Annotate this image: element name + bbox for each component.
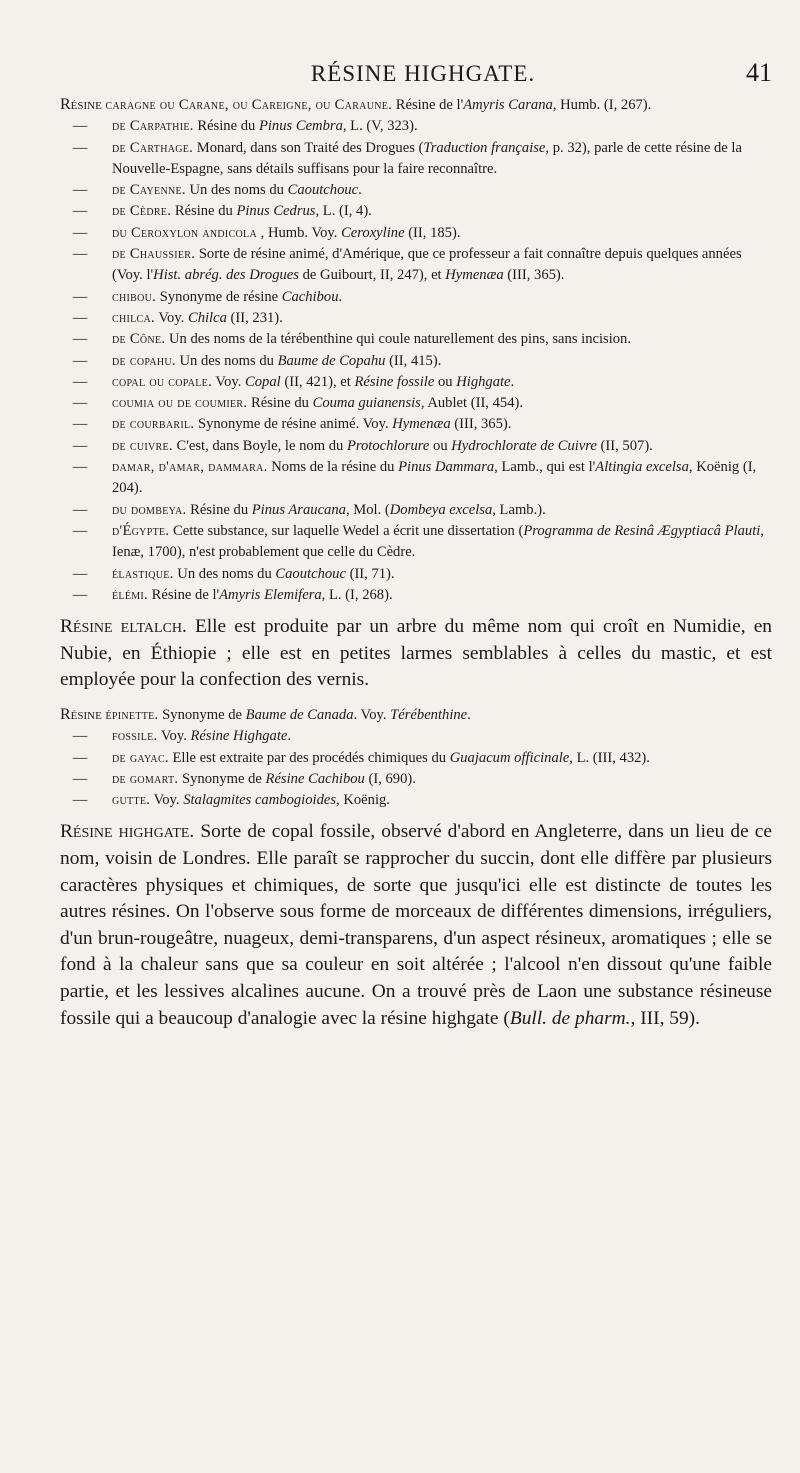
dash-mark: —: [72, 749, 88, 766]
entry-line: [60, 329, 772, 350]
entry-italic: Résine Highgate: [190, 728, 288, 745]
entry-text: Un des noms du: [175, 352, 278, 369]
entry-italic: Cachibou: [281, 288, 339, 305]
entry-rest: .: [510, 373, 515, 390]
entry-rest: de Guibourt, II, 247), et: [298, 267, 446, 284]
entry-text: Résine du: [247, 395, 313, 412]
entry-rest: , p. 32), parle de cette résine de la Nouvelle-Espagne, sans détails suffisans pour la faire reconnaître.: [112, 139, 742, 177]
entry-italic: Hydrochlorate de Cuivre: [451, 437, 597, 454]
entry-italic: Chilca: [187, 309, 227, 326]
entry-italic: Programma de Resinâ Ægyptiacâ Plauti: [523, 522, 761, 539]
entry-head: élémi.: [112, 586, 148, 603]
entry-rest: , Koënig.: [336, 792, 390, 809]
page-title: RÉSINE HIGHGATE.: [310, 61, 536, 86]
entry-rest: , Ienæ, 1700), n'est probablement que celle du Cèdre.: [112, 522, 764, 561]
entry-text: Un des noms du: [173, 565, 276, 582]
entry-text: , Humb. Voy.: [257, 224, 342, 241]
dash-mark: —: [72, 792, 88, 809]
entry-italic: Altingia excelsa: [595, 459, 689, 476]
entry-head: du Ceroxylon andicola: [112, 224, 257, 241]
entry-text: Résine du: [193, 118, 259, 135]
citation-ref: , III, 59).: [630, 1007, 700, 1029]
dash-mark: —: [72, 395, 88, 412]
entry-text: Sorte de copal fossile, observé d'abord en Angleterre, dans un lieu de ce nom, voisin de Londres. Elle paraît se rapprocher du succin, dont elle diffère par plusieurs caractères physiques et chimiques, de sorte que jusqu'ici elle est distincte de toutes les autres résines. On l'observe sous forme de morceaux de différentes dimensions, irréguliers, d'un brun-rougeâtre, nuageux, demi-transparens, d'un aspect résineux, aromatiques ; elle se fond à la chaleur sans que sa couleur en soit altérée ; l'alcool n'en dissout qu'une faible partie, et les lessives alcalines aucune. On a trouvé près de Laon une substance résineuse fossile qui a beaucoup d'analogie avec la résine highgate (: [60, 821, 772, 1029]
entry-line: [60, 393, 772, 414]
entry-italic: Ceroxyline: [341, 224, 405, 241]
entry-line: [60, 201, 772, 222]
entry-line: [60, 726, 772, 747]
entry-lead: Résine: [60, 96, 102, 113]
entry-rest: .: [338, 288, 343, 305]
entry-italic: Highgate: [456, 373, 511, 390]
entry-rest: (II, 507).: [596, 437, 653, 454]
entry-head: du dombeya.: [112, 501, 187, 518]
entry-text: Un des noms de la térébenthine qui coule naturellement des pins, sans incision.: [165, 331, 632, 348]
entry-head: épinette.: [105, 706, 159, 723]
running-header: [60, 58, 772, 94]
entry-rest: , Mol. (: [345, 501, 390, 518]
entry-text: C'est, dans Boyle, le nom du: [172, 437, 347, 454]
entry-italic: Pinus Cedrus: [236, 203, 316, 220]
entry-italic: Pinus Cembra: [258, 118, 343, 135]
entry-head: fossile.: [112, 728, 158, 745]
entry-line: [60, 704, 772, 726]
entry-text: Synonyme de: [158, 706, 246, 723]
entry-head: de Cayenne.: [112, 182, 186, 199]
entry-rest: , L. (I, 268).: [321, 586, 393, 603]
entry-rest: (II, 71).: [345, 565, 395, 582]
entry-rest: (I, 690).: [364, 770, 416, 787]
entry-head: de gayac.: [112, 749, 169, 766]
entry-text: Résine de l': [392, 97, 464, 113]
entry-text: Voy.: [157, 728, 191, 745]
dash-mark: —: [72, 565, 88, 582]
entry-rest: , Humb. (I, 267).: [552, 97, 652, 113]
entry-line: [60, 748, 772, 769]
entry-text: Synonyme de résine animé. Voy.: [194, 416, 393, 433]
entry-italic: Amyris Carana: [463, 97, 553, 113]
dash-mark: —: [72, 118, 88, 135]
dash-mark: —: [72, 331, 88, 348]
entry-head: coumia ou de coumier.: [112, 395, 248, 412]
entry-text: Voy.: [212, 373, 246, 390]
entry-italic: Hist. abrég. des Drogues: [153, 267, 299, 284]
entry-head: chibou.: [112, 288, 157, 305]
entry-head: d'Égypte.: [112, 522, 170, 539]
entry-head: de Carpathie.: [112, 118, 194, 135]
entry-line: [60, 564, 772, 585]
entry-text: Monard, dans son Traité des Drogues (: [193, 139, 424, 156]
entry-rest: , L. (III, 432).: [569, 749, 650, 766]
entry-head: élastique.: [112, 565, 174, 582]
entry-head: de gomart.: [112, 770, 179, 787]
entry-head: de Cône.: [112, 331, 166, 348]
entry-rest: (II, 421), et: [280, 373, 355, 390]
entry-text: Résine du: [171, 203, 237, 220]
entry-rest: ou: [429, 437, 452, 454]
dash-mark: —: [72, 728, 88, 745]
entry-text: Elle est produite par un arbre du même nom qui croît en Numidie, en Nubie, en Éthiopie ; elle est en petites larmes semblables à celles du mastic, et est employée pour la confection des vernis.: [60, 616, 772, 691]
entry-head: de cuivre.: [112, 437, 173, 454]
entry-line: [60, 500, 772, 521]
dash-mark: —: [72, 182, 88, 199]
entry-line: [60, 223, 772, 244]
entry-head: damar, d'amar, dammara.: [112, 459, 268, 476]
dash-mark: —: [72, 373, 88, 390]
entry-list-2: [60, 704, 772, 811]
entry-italic: Copal: [245, 373, 281, 390]
entry-italic: Résine Cachibou: [265, 770, 365, 787]
dash-mark: —: [72, 437, 88, 454]
entry-italic: Guajacum officinale: [449, 749, 570, 766]
entry-italic: Couma guianensis: [312, 395, 421, 412]
entry-head: caragne ou Carane, ou Careigne, ou Caraune.: [105, 97, 393, 113]
entry-line: [60, 372, 772, 393]
dash-mark: —: [72, 309, 88, 326]
entry-italic: Baume de Copahu: [277, 352, 386, 369]
entry-line: [60, 94, 772, 116]
entry-line: [60, 769, 772, 790]
entry-rest: (II, 185).: [404, 224, 461, 241]
entry-line: [60, 308, 772, 329]
dash-mark: —: [72, 139, 88, 156]
entry-text: Cette substance, sur laquelle Wedel a écrit une dissertation (: [169, 522, 524, 539]
entry-lead: Résine highgate.: [60, 821, 195, 843]
entry-rest: , Aublet (II, 454).: [420, 395, 523, 412]
entry-paragraph-eltalch: [60, 614, 772, 694]
dash-mark: —: [72, 352, 88, 369]
entry-text: Synonyme de résine: [156, 288, 282, 305]
entry-line: [60, 244, 772, 287]
entry-italic: Pinus Dammara: [398, 459, 495, 476]
citation-title: Bull. de pharm.: [509, 1007, 631, 1029]
entry-text: Résine du: [186, 501, 252, 518]
dash-mark: —: [72, 203, 88, 220]
entry-text: Synonyme de: [178, 770, 266, 787]
entry-list-1: [60, 94, 772, 606]
entry-rest: , Koënig (I, 204).: [112, 459, 757, 497]
entry-rest: , Lamb.).: [492, 501, 546, 518]
entry-rest: , Lamb., qui est l': [494, 459, 596, 476]
entry-rest: (III, 365).: [450, 416, 512, 433]
entry-line: [60, 287, 772, 308]
entry-head: gutte.: [112, 792, 151, 809]
entry-line: [60, 521, 772, 564]
dash-mark: —: [72, 288, 88, 305]
entry-line: [60, 790, 772, 811]
entry-head: de Cèdre.: [112, 203, 172, 220]
dash-mark: —: [72, 459, 88, 476]
entry-rest: ou: [434, 373, 457, 390]
entry-head: de Chaussier.: [112, 246, 196, 263]
entry-text: Un des noms du: [185, 182, 288, 199]
entry-italic: Caoutchouc: [287, 182, 359, 199]
entry-head: chilca.: [112, 309, 155, 326]
dash-mark: —: [72, 224, 88, 241]
entry-text: Voy.: [150, 792, 184, 809]
entry-lead: Résine eltalch.: [60, 616, 187, 638]
entry-text: Résine de l': [148, 586, 220, 603]
entry-line: [60, 457, 772, 500]
entry-head: de Carthage.: [112, 139, 194, 156]
entry-italic: Traduction française: [423, 139, 546, 156]
entry-rest: .: [358, 182, 362, 199]
entry-lead: Résine: [60, 705, 102, 723]
dash-mark: —: [72, 416, 88, 433]
entry-line: [60, 436, 772, 457]
entry-line: [60, 138, 772, 181]
dash-mark: —: [72, 770, 88, 787]
entry-line: [60, 585, 772, 606]
entry-italic: Stalagmites cambogioides: [183, 792, 337, 809]
entry-line: [60, 414, 772, 435]
entry-italic: Térébenthine: [390, 706, 468, 723]
entry-paragraph-highgate: [60, 819, 772, 1032]
entry-line: [60, 116, 772, 137]
entry-italic: Hymenæa: [445, 267, 504, 284]
entry-rest: (II, 231).: [226, 309, 283, 326]
entry-line: [60, 351, 772, 372]
entry-text: Noms de la résine du: [267, 459, 399, 476]
document-page: [60, 58, 772, 1042]
entry-italic: Dombeya excelsa: [389, 501, 493, 518]
entry-rest: . Voy.: [353, 706, 391, 723]
entry-text: Voy.: [154, 309, 188, 326]
dash-mark: —: [72, 501, 88, 518]
entry-rest: .: [467, 706, 471, 723]
entry-head: de copahu.: [112, 352, 176, 369]
entry-italic: Pinus Araucana: [251, 501, 346, 518]
dash-mark: —: [72, 246, 88, 263]
entry-italic: Résine fossile: [354, 373, 435, 390]
dash-mark: —: [72, 522, 88, 539]
entry-text: Sorte de résine animé, d'Amérique, que ce professeur a fait connaître depuis quelques années (Voy. l': [112, 246, 742, 284]
entry-rest: , L. (I, 4).: [315, 203, 372, 220]
entry-head: copal ou copale.: [112, 373, 213, 390]
entry-rest: (II, 415).: [385, 352, 442, 369]
entry-italic: Amyris Elemifera: [219, 586, 322, 603]
entry-head: de courbaril.: [112, 416, 195, 433]
entry-rest: .: [287, 728, 292, 745]
entry-rest: (III, 365).: [503, 267, 565, 284]
entry-rest: , L. (V, 323).: [342, 118, 418, 135]
entry-italic: Protochlorure: [346, 437, 430, 454]
entry-line: [60, 180, 772, 201]
page-number: 41: [746, 58, 772, 87]
entry-text: Elle est extraite par des procédés chimiques du: [168, 749, 450, 766]
dash-mark: —: [72, 586, 88, 603]
entry-italic: Baume de Canada: [245, 706, 354, 723]
entry-italic: Caoutchouc: [275, 565, 346, 582]
entry-italic: Hymenæa: [392, 416, 451, 433]
